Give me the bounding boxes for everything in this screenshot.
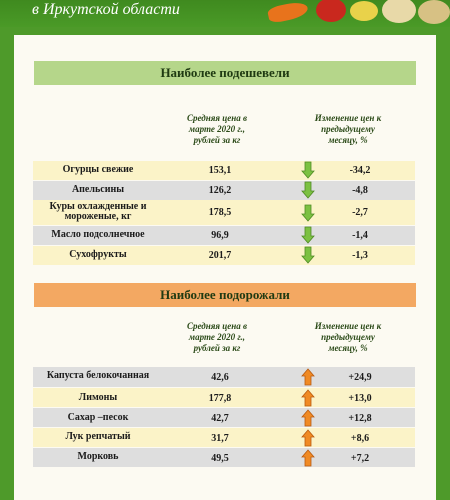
product-name: Морковь (77, 451, 119, 462)
table-row (33, 181, 415, 200)
column-header-change: Изменение цен к предыдущему месяцу, % (314, 321, 382, 353)
column-header-change: Изменение цен к предыдущему месяцу, % (314, 113, 382, 145)
column-header-price: Средняя цена в марте 2020 г., рублей за кг (186, 321, 248, 353)
product-name: Капуста белокочанная (46, 370, 150, 381)
change-value: +13,0 (348, 393, 372, 404)
product-name: Сухофрукты (69, 249, 127, 260)
price-value: 178,5 (208, 207, 232, 218)
price-value: 42,6 (211, 372, 229, 383)
arrow-up-icon (301, 389, 315, 407)
price-value: 42,7 (211, 413, 229, 424)
price-value: 96,9 (211, 230, 229, 241)
table-row (33, 428, 415, 447)
arrow-up-icon (301, 409, 315, 427)
price-value: 201,7 (208, 250, 232, 261)
column-header-price: Средняя цена в марте 2020 г., рублей за кг (186, 113, 248, 145)
change-value: +8,6 (350, 433, 370, 444)
table-row (33, 448, 415, 467)
potato-icon (382, 0, 416, 23)
arrow-up-icon (301, 429, 315, 447)
header-bar (0, 0, 450, 27)
change-value: +24,9 (348, 372, 372, 383)
table-row (33, 161, 415, 180)
price-value: 31,7 (211, 433, 229, 444)
table-row (33, 388, 415, 407)
table-row (33, 200, 415, 225)
arrow-down-icon (301, 246, 315, 264)
change-value: -1,3 (352, 250, 368, 261)
section-title-pricier: Наиболее подорожали (34, 283, 416, 307)
arrow-down-icon (301, 161, 315, 179)
table-row (33, 226, 415, 245)
price-value: 49,5 (211, 453, 229, 464)
section-title-cheaper: Наиболее подешевели (34, 61, 416, 85)
product-name: Сахар –песок (67, 412, 129, 423)
product-name: Огурцы свежие (62, 164, 134, 175)
header-title: в Иркутской области (32, 1, 180, 18)
change-value: +12,8 (348, 413, 372, 424)
arrow-down-icon (301, 226, 315, 244)
change-value: +7,2 (350, 453, 370, 464)
tomato-icon (316, 0, 346, 22)
table-row (33, 367, 415, 387)
change-value: -4,8 (352, 185, 368, 196)
arrow-up-icon (301, 368, 315, 386)
carrot-icon (267, 0, 309, 24)
change-value: -2,7 (352, 207, 368, 218)
arrow-down-icon (301, 181, 315, 199)
price-value: 153,1 (208, 165, 232, 176)
table-row (33, 246, 415, 265)
arrow-down-icon (301, 204, 315, 222)
product-name: Лук репчатый (65, 431, 131, 442)
change-value: -34,2 (349, 165, 371, 176)
product-name: Апельсины (71, 184, 125, 195)
lemon-icon (350, 1, 378, 21)
arrow-up-icon (301, 449, 315, 467)
apple-icon (418, 0, 450, 24)
product-name: Куры охлажденные и мороженые, кг (49, 201, 147, 222)
table-row (33, 408, 415, 427)
price-value: 126,2 (208, 185, 232, 196)
product-name: Лимоны (78, 392, 118, 403)
product-name: Масло подсолнечное (51, 229, 145, 240)
change-value: -1,4 (352, 230, 368, 241)
price-value: 177,8 (208, 393, 232, 404)
